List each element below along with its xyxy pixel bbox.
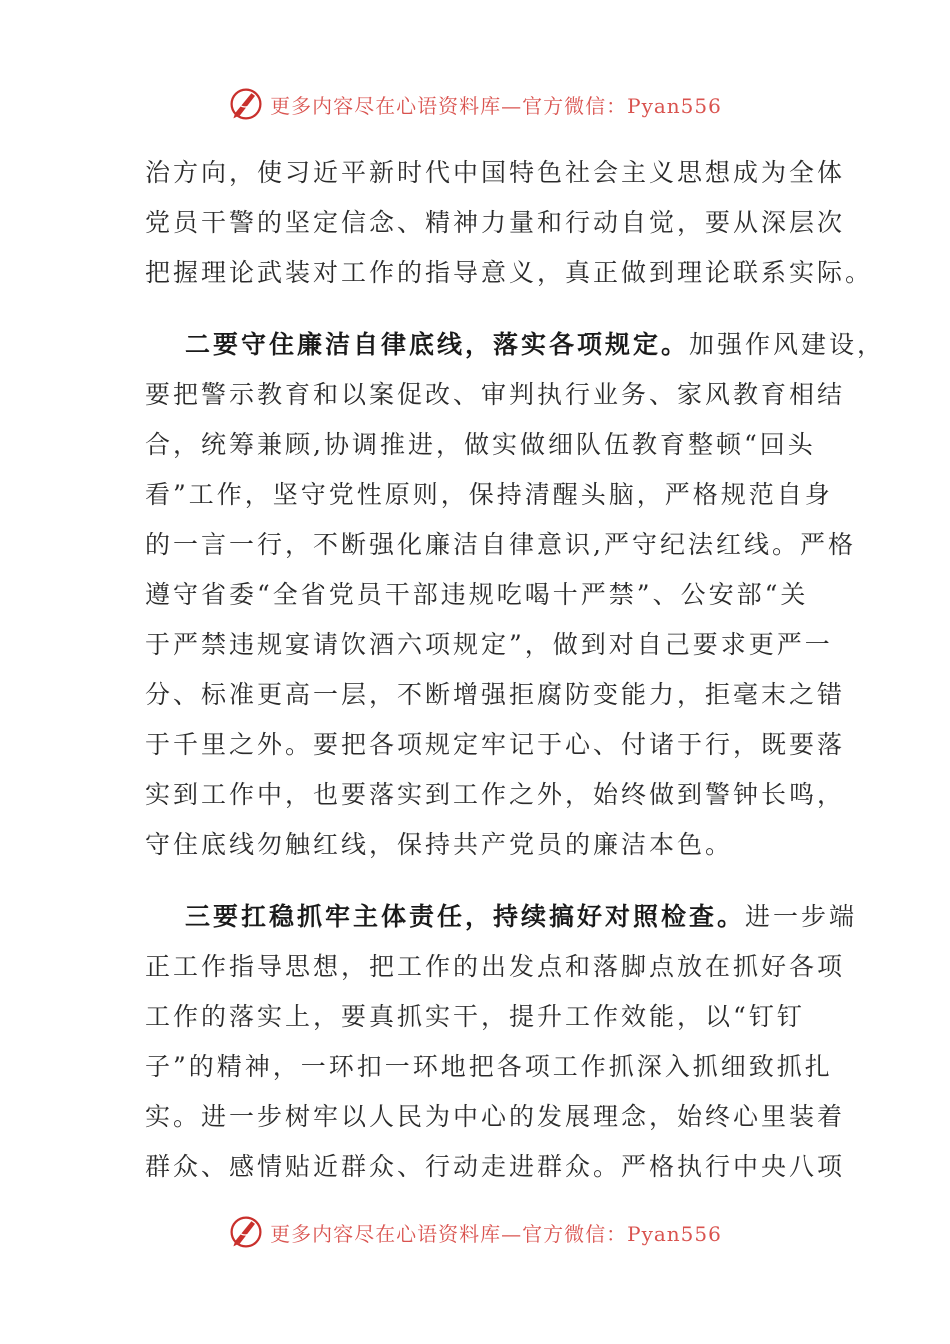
section-heading: 二要守住廉洁自律底线，落实各项规定。 bbox=[185, 330, 690, 359]
text-span: 进一步端 bbox=[745, 902, 858, 931]
header-text: 更多内容尽在心语资料库—官方微信：Pyan556 bbox=[270, 93, 722, 118]
text-line: 实。进一步树牢以人民为中心的发展理念，始终心里装着 bbox=[145, 1102, 846, 1131]
text-line: 党员干警的坚定信念、精神力量和行动自觉，要从深层次 bbox=[145, 208, 846, 237]
text-span: 加强作风建设， bbox=[689, 330, 886, 359]
document-body bbox=[145, 148, 886, 1192]
text-line: 于严禁违规宴请饮酒六项规定”，做到对自己要求更严一 bbox=[145, 630, 833, 659]
text-line: 分、标准更高一层，不断增强拒腐防变能力，拒毫末之错 bbox=[145, 680, 846, 709]
text-line bbox=[145, 320, 886, 370]
footer-banner bbox=[0, 1212, 950, 1252]
paragraph-2 bbox=[145, 320, 886, 870]
header-banner bbox=[0, 84, 950, 124]
text-line bbox=[145, 892, 858, 942]
pen-in-circle-icon bbox=[228, 1214, 264, 1250]
text-line: 治方向，使习近平新时代中国特色社会主义思想成为全体 bbox=[145, 158, 846, 187]
text-line: 遵守省委“全省党员干部违规吃喝十严禁”、公安部“关 bbox=[145, 580, 809, 609]
footer-text: 更多内容尽在心语资料库—官方微信：Pyan556 bbox=[270, 1221, 722, 1246]
text-line: 工作的落实上，要真抓实干，提升工作效能，以“钉钉 bbox=[145, 1002, 805, 1031]
text-line: 的一言一行，不断强化廉洁自律意识,严守纪法红线。严格 bbox=[145, 530, 856, 559]
paragraph-3 bbox=[145, 892, 858, 1192]
text-line: 看”工作，坚守党性原则，保持清醒头脑，严格规范自身 bbox=[145, 480, 833, 509]
text-line: 子”的精神，一环扣一环地把各项工作抓深入抓细致抓扎 bbox=[145, 1052, 833, 1081]
text-line: 正工作指导思想，把工作的出发点和落脚点放在抓好各项 bbox=[145, 952, 846, 981]
pen-in-circle-icon bbox=[228, 86, 264, 122]
text-line: 群众、感情贴近群众、行动走进群众。严格执行中央八项 bbox=[145, 1152, 846, 1181]
text-line: 守住底线勿触红线，保持共产党员的廉洁本色。 bbox=[145, 830, 734, 859]
text-line: 合，统筹兼顾,协调推进，做实做细队伍教育整顿“回头 bbox=[145, 430, 816, 459]
text-line: 实到工作中，也要落实到工作之外，始终做到警钟长鸣， bbox=[145, 780, 846, 809]
text-line: 于千里之外。要把各项规定牢记于心、付诸于行，既要落 bbox=[145, 730, 846, 759]
text-line: 把握理论武装对工作的指导意义，真正做到理论联系实际。 bbox=[145, 258, 874, 287]
text-line: 要把警示教育和以案促改、审判执行业务、家风教育相结 bbox=[145, 380, 846, 409]
section-heading: 三要扛稳抓牢主体责任，持续搞好对照检查。 bbox=[185, 902, 746, 931]
paragraph-1 bbox=[145, 148, 874, 298]
